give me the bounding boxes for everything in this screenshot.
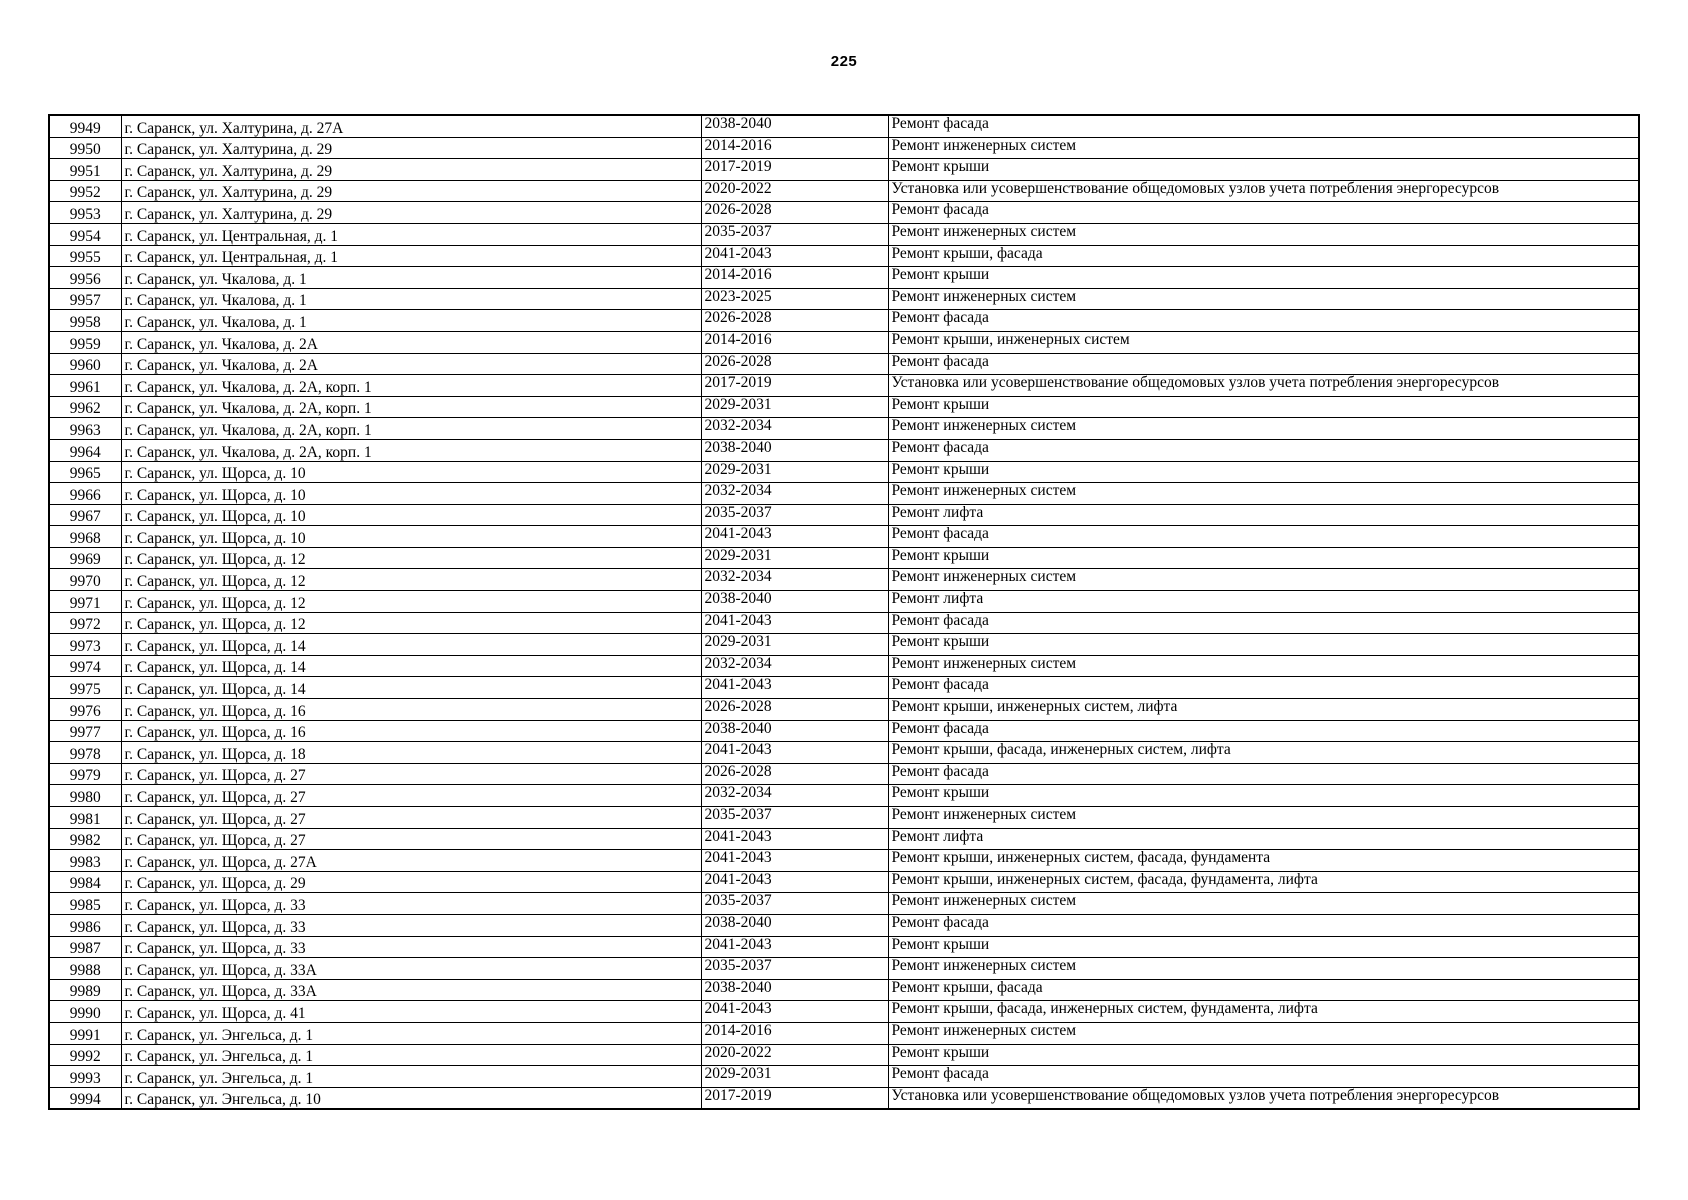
row-number: 9992: [49, 1044, 121, 1066]
address-cell: г. Саранск, ул. Халтурина, д. 29: [121, 202, 701, 224]
address-cell: г. Саранск, ул. Щорса, д. 10: [121, 504, 701, 526]
page-number: 225: [830, 53, 858, 70]
row-number: 9954: [49, 223, 121, 245]
address-cell: г. Саранск, ул. Энгельса, д. 10: [121, 1087, 701, 1109]
period-cell: 2041-2043: [701, 850, 888, 872]
work-type-cell: Ремонт фасада: [888, 310, 1639, 332]
period-cell: 2041-2043: [701, 1001, 888, 1023]
period-cell: 2029-2031: [701, 461, 888, 483]
row-number: 9974: [49, 655, 121, 677]
address-cell: г. Саранск, ул. Центральная, д. 1: [121, 223, 701, 245]
table-row: [49, 353, 1639, 375]
table-row: [49, 871, 1639, 893]
period-cell: 2029-2031: [701, 396, 888, 418]
table-row: [49, 569, 1639, 591]
row-number: 9956: [49, 267, 121, 289]
address-cell: г. Саранск, ул. Щорса, д. 14: [121, 677, 701, 699]
period-cell: 2026-2028: [701, 202, 888, 224]
work-type-cell: Ремонт инженерных систем: [888, 807, 1639, 829]
table-row: [49, 267, 1639, 289]
period-cell: 2032-2034: [701, 569, 888, 591]
work-type-cell: Установка или усовершенствование общедомовых узлов учета потребления энергоресурсов: [888, 375, 1639, 397]
period-cell: 2035-2037: [701, 893, 888, 915]
row-number: 9987: [49, 936, 121, 958]
address-cell: г. Саранск, ул. Чкалова, д. 2А, корп. 1: [121, 439, 701, 461]
work-type-cell: Ремонт фасада: [888, 439, 1639, 461]
row-number: 9980: [49, 785, 121, 807]
table-row: [49, 699, 1639, 721]
row-number: 9952: [49, 180, 121, 202]
row-number: 9988: [49, 958, 121, 980]
work-type-cell: Ремонт крыши, фасада: [888, 245, 1639, 267]
work-type-cell: Ремонт инженерных систем: [888, 418, 1639, 440]
address-cell: г. Саранск, ул. Центральная, д. 1: [121, 245, 701, 267]
work-type-cell: Ремонт крыши: [888, 936, 1639, 958]
table-row: [49, 1001, 1639, 1023]
address-cell: г. Саранск, ул. Щорса, д. 27: [121, 785, 701, 807]
address-cell: г. Саранск, ул. Чкалова, д. 2А: [121, 331, 701, 353]
row-number: 9979: [49, 763, 121, 785]
address-cell: г. Саранск, ул. Чкалова, д. 2А, корп. 1: [121, 396, 701, 418]
table-row: [49, 202, 1639, 224]
row-number: 9961: [49, 375, 121, 397]
work-type-cell: Ремонт инженерных систем: [888, 483, 1639, 505]
work-type-cell: Ремонт фасада: [888, 353, 1639, 375]
work-type-cell: Ремонт лифта: [888, 828, 1639, 850]
period-cell: 2038-2040: [701, 591, 888, 613]
work-type-cell: Ремонт крыши, инженерных систем: [888, 331, 1639, 353]
period-cell: 2014-2016: [701, 331, 888, 353]
period-cell: 2038-2040: [701, 979, 888, 1001]
work-type-cell: Ремонт крыши, фасада, инженерных систем, лифта: [888, 742, 1639, 764]
work-type-cell: Ремонт лифта: [888, 591, 1639, 613]
address-cell: г. Саранск, ул. Чкалова, д. 2А, корп. 1: [121, 418, 701, 440]
row-number: 9983: [49, 850, 121, 872]
address-cell: г. Саранск, ул. Щорса, д. 29: [121, 871, 701, 893]
table-body: [49, 115, 1639, 1109]
work-type-cell: Ремонт инженерных систем: [888, 893, 1639, 915]
period-cell: 2014-2016: [701, 267, 888, 289]
table-row: [49, 1087, 1639, 1109]
work-type-cell: Установка или усовершенствование общедомовых узлов учета потребления энергоресурсов: [888, 1087, 1639, 1109]
row-number: 9989: [49, 979, 121, 1001]
table-row: [49, 331, 1639, 353]
address-cell: г. Саранск, ул. Щорса, д. 12: [121, 569, 701, 591]
address-cell: г. Саранск, ул. Чкалова, д. 1: [121, 310, 701, 332]
address-cell: г. Саранск, ул. Щорса, д. 14: [121, 655, 701, 677]
period-cell: 2041-2043: [701, 742, 888, 764]
table-row: [49, 245, 1639, 267]
period-cell: 2035-2037: [701, 504, 888, 526]
row-number: 9957: [49, 288, 121, 310]
address-cell: г. Саранск, ул. Энгельса, д. 1: [121, 1022, 701, 1044]
row-number: 9978: [49, 742, 121, 764]
row-number: 9972: [49, 612, 121, 634]
period-cell: 2017-2019: [701, 159, 888, 181]
row-number: 9986: [49, 914, 121, 936]
table-row: [49, 634, 1639, 656]
period-cell: 2041-2043: [701, 526, 888, 548]
period-cell: 2026-2028: [701, 699, 888, 721]
row-number: 9985: [49, 893, 121, 915]
address-cell: г. Саранск, ул. Щорса, д. 14: [121, 634, 701, 656]
table-row: [49, 591, 1639, 613]
row-number: 9967: [49, 504, 121, 526]
period-cell: 2041-2043: [701, 936, 888, 958]
row-number: 9977: [49, 720, 121, 742]
work-type-cell: Ремонт инженерных систем: [888, 958, 1639, 980]
table-row: [49, 115, 1639, 137]
period-cell: 2032-2034: [701, 418, 888, 440]
period-cell: 2017-2019: [701, 375, 888, 397]
row-number: 9975: [49, 677, 121, 699]
work-type-cell: Ремонт фасада: [888, 526, 1639, 548]
address-cell: г. Саранск, ул. Энгельса, д. 1: [121, 1044, 701, 1066]
row-number: 9994: [49, 1087, 121, 1109]
address-cell: г. Саранск, ул. Халтурина, д. 29: [121, 159, 701, 181]
address-cell: г. Саранск, ул. Щорса, д. 10: [121, 526, 701, 548]
address-cell: г. Саранск, ул. Щорса, д. 33: [121, 936, 701, 958]
row-number: 9973: [49, 634, 121, 656]
work-type-cell: Ремонт крыши, инженерных систем, фасада, фундамента: [888, 850, 1639, 872]
period-cell: 2014-2016: [701, 137, 888, 159]
work-type-cell: Ремонт крыши: [888, 1044, 1639, 1066]
period-cell: 2041-2043: [701, 677, 888, 699]
period-cell: 2032-2034: [701, 483, 888, 505]
row-number: 9958: [49, 310, 121, 332]
row-number: 9950: [49, 137, 121, 159]
row-number: 9960: [49, 353, 121, 375]
table-row: [49, 914, 1639, 936]
address-cell: г. Саранск, ул. Щорса, д. 27: [121, 828, 701, 850]
period-cell: 2041-2043: [701, 245, 888, 267]
table-row: [49, 439, 1639, 461]
address-cell: г. Саранск, ул. Щорса, д. 41: [121, 1001, 701, 1023]
work-type-cell: Ремонт инженерных систем: [888, 1022, 1639, 1044]
period-cell: 2041-2043: [701, 828, 888, 850]
row-number: 9970: [49, 569, 121, 591]
work-type-cell: Ремонт крыши, фасада, инженерных систем, фундамента, лифта: [888, 1001, 1639, 1023]
work-type-cell: Ремонт крыши: [888, 267, 1639, 289]
address-cell: г. Саранск, ул. Щорса, д. 10: [121, 461, 701, 483]
period-cell: 2026-2028: [701, 353, 888, 375]
period-cell: 2020-2022: [701, 1044, 888, 1066]
table-row: [49, 655, 1639, 677]
row-number: 9965: [49, 461, 121, 483]
work-type-cell: Ремонт крыши, инженерных систем, фасада, фундамента, лифта: [888, 871, 1639, 893]
period-cell: 2023-2025: [701, 288, 888, 310]
table-row: [49, 159, 1639, 181]
period-cell: 2035-2037: [701, 807, 888, 829]
table-row: [49, 1066, 1639, 1088]
table-row: [49, 828, 1639, 850]
row-number: 9990: [49, 1001, 121, 1023]
row-number: 9953: [49, 202, 121, 224]
row-number: 9966: [49, 483, 121, 505]
table-row: [49, 483, 1639, 505]
table-row: [49, 893, 1639, 915]
row-number: 9968: [49, 526, 121, 548]
address-cell: г. Саранск, ул. Щорса, д. 27: [121, 807, 701, 829]
period-cell: 2035-2037: [701, 958, 888, 980]
work-type-cell: Ремонт фасада: [888, 202, 1639, 224]
address-cell: г. Саранск, ул. Щорса, д. 33: [121, 914, 701, 936]
work-type-cell: Ремонт фасада: [888, 612, 1639, 634]
table-row: [49, 180, 1639, 202]
period-cell: 2038-2040: [701, 914, 888, 936]
work-type-cell: Ремонт фасада: [888, 677, 1639, 699]
work-type-cell: Ремонт крыши: [888, 159, 1639, 181]
period-cell: 2038-2040: [701, 439, 888, 461]
row-number: 9971: [49, 591, 121, 613]
address-cell: г. Саранск, ул. Щорса, д. 12: [121, 591, 701, 613]
table-row: [49, 742, 1639, 764]
table-row: [49, 375, 1639, 397]
work-type-cell: Ремонт инженерных систем: [888, 137, 1639, 159]
row-number: 9982: [49, 828, 121, 850]
address-cell: г. Саранск, ул. Щорса, д. 16: [121, 699, 701, 721]
table-row: [49, 418, 1639, 440]
row-number: 9955: [49, 245, 121, 267]
work-type-cell: Ремонт фасада: [888, 763, 1639, 785]
address-cell: г. Саранск, ул. Халтурина, д. 27А: [121, 115, 701, 137]
table-row: [49, 1022, 1639, 1044]
table-row: [49, 677, 1639, 699]
work-type-cell: Ремонт крыши: [888, 396, 1639, 418]
address-cell: г. Саранск, ул. Чкалова, д. 2А: [121, 353, 701, 375]
row-number: 9976: [49, 699, 121, 721]
address-cell: г. Саранск, ул. Щорса, д. 33: [121, 893, 701, 915]
table-row: [49, 461, 1639, 483]
period-cell: 2032-2034: [701, 785, 888, 807]
row-number: 9951: [49, 159, 121, 181]
repair-schedule-table: [48, 114, 1640, 1110]
table-row: [49, 137, 1639, 159]
table-row: [49, 979, 1639, 1001]
row-number: 9993: [49, 1066, 121, 1088]
table-row: [49, 807, 1639, 829]
period-cell: 2026-2028: [701, 763, 888, 785]
work-type-cell: Ремонт лифта: [888, 504, 1639, 526]
work-type-cell: Установка или усовершенствование общедомовых узлов учета потребления энергоресурсов: [888, 180, 1639, 202]
period-cell: 2041-2043: [701, 871, 888, 893]
period-cell: 2041-2043: [701, 612, 888, 634]
row-number: 9984: [49, 871, 121, 893]
table-row: [49, 288, 1639, 310]
work-type-cell: Ремонт инженерных систем: [888, 569, 1639, 591]
period-cell: 2014-2016: [701, 1022, 888, 1044]
row-number: 9964: [49, 439, 121, 461]
table-row: [49, 850, 1639, 872]
period-cell: 2029-2031: [701, 634, 888, 656]
work-type-cell: Ремонт фасада: [888, 720, 1639, 742]
row-number: 9962: [49, 396, 121, 418]
period-cell: 2017-2019: [701, 1087, 888, 1109]
period-cell: 2029-2031: [701, 547, 888, 569]
period-cell: 2029-2031: [701, 1066, 888, 1088]
address-cell: г. Саранск, ул. Чкалова, д. 2А, корп. 1: [121, 375, 701, 397]
period-cell: 2020-2022: [701, 180, 888, 202]
work-type-cell: Ремонт крыши: [888, 461, 1639, 483]
address-cell: г. Саранск, ул. Халтурина, д. 29: [121, 137, 701, 159]
table-row: [49, 547, 1639, 569]
work-type-cell: Ремонт фасада: [888, 914, 1639, 936]
address-cell: г. Саранск, ул. Щорса, д. 10: [121, 483, 701, 505]
row-number: 9991: [49, 1022, 121, 1044]
period-cell: 2038-2040: [701, 115, 888, 137]
work-type-cell: Ремонт крыши: [888, 785, 1639, 807]
work-type-cell: Ремонт фасада: [888, 115, 1639, 137]
table-row: [49, 396, 1639, 418]
address-cell: г. Саранск, ул. Щорса, д. 27А: [121, 850, 701, 872]
table-row: [49, 785, 1639, 807]
table-row: [49, 720, 1639, 742]
work-type-cell: Ремонт инженерных систем: [888, 655, 1639, 677]
work-type-cell: Ремонт инженерных систем: [888, 288, 1639, 310]
table-row: [49, 958, 1639, 980]
row-number: 9963: [49, 418, 121, 440]
address-cell: г. Саранск, ул. Энгельса, д. 1: [121, 1066, 701, 1088]
row-number: 9949: [49, 115, 121, 137]
address-cell: г. Саранск, ул. Щорса, д. 33А: [121, 958, 701, 980]
table-row: [49, 1044, 1639, 1066]
period-cell: 2026-2028: [701, 310, 888, 332]
period-cell: 2038-2040: [701, 720, 888, 742]
table-row: [49, 526, 1639, 548]
row-number: 9969: [49, 547, 121, 569]
work-type-cell: Ремонт крыши: [888, 634, 1639, 656]
address-cell: г. Саранск, ул. Чкалова, д. 1: [121, 267, 701, 289]
address-cell: г. Саранск, ул. Щорса, д. 12: [121, 612, 701, 634]
work-type-cell: Ремонт крыши: [888, 547, 1639, 569]
table-row: [49, 223, 1639, 245]
address-cell: г. Саранск, ул. Халтурина, д. 29: [121, 180, 701, 202]
address-cell: г. Саранск, ул. Щорса, д. 16: [121, 720, 701, 742]
address-cell: г. Саранск, ул. Щорса, д. 12: [121, 547, 701, 569]
table-row: [49, 504, 1639, 526]
work-type-cell: Ремонт инженерных систем: [888, 223, 1639, 245]
table-row: [49, 612, 1639, 634]
table-row: [49, 763, 1639, 785]
table-row: [49, 310, 1639, 332]
address-cell: г. Саранск, ул. Щорса, д. 33А: [121, 979, 701, 1001]
work-type-cell: Ремонт крыши, фасада: [888, 979, 1639, 1001]
period-cell: 2032-2034: [701, 655, 888, 677]
table-row: [49, 936, 1639, 958]
address-cell: г. Саранск, ул. Щорса, д. 18: [121, 742, 701, 764]
work-type-cell: Ремонт крыши, инженерных систем, лифта: [888, 699, 1639, 721]
address-cell: г. Саранск, ул. Чкалова, д. 1: [121, 288, 701, 310]
row-number: 9981: [49, 807, 121, 829]
row-number: 9959: [49, 331, 121, 353]
address-cell: г. Саранск, ул. Щорса, д. 27: [121, 763, 701, 785]
period-cell: 2035-2037: [701, 223, 888, 245]
work-type-cell: Ремонт фасада: [888, 1066, 1639, 1088]
